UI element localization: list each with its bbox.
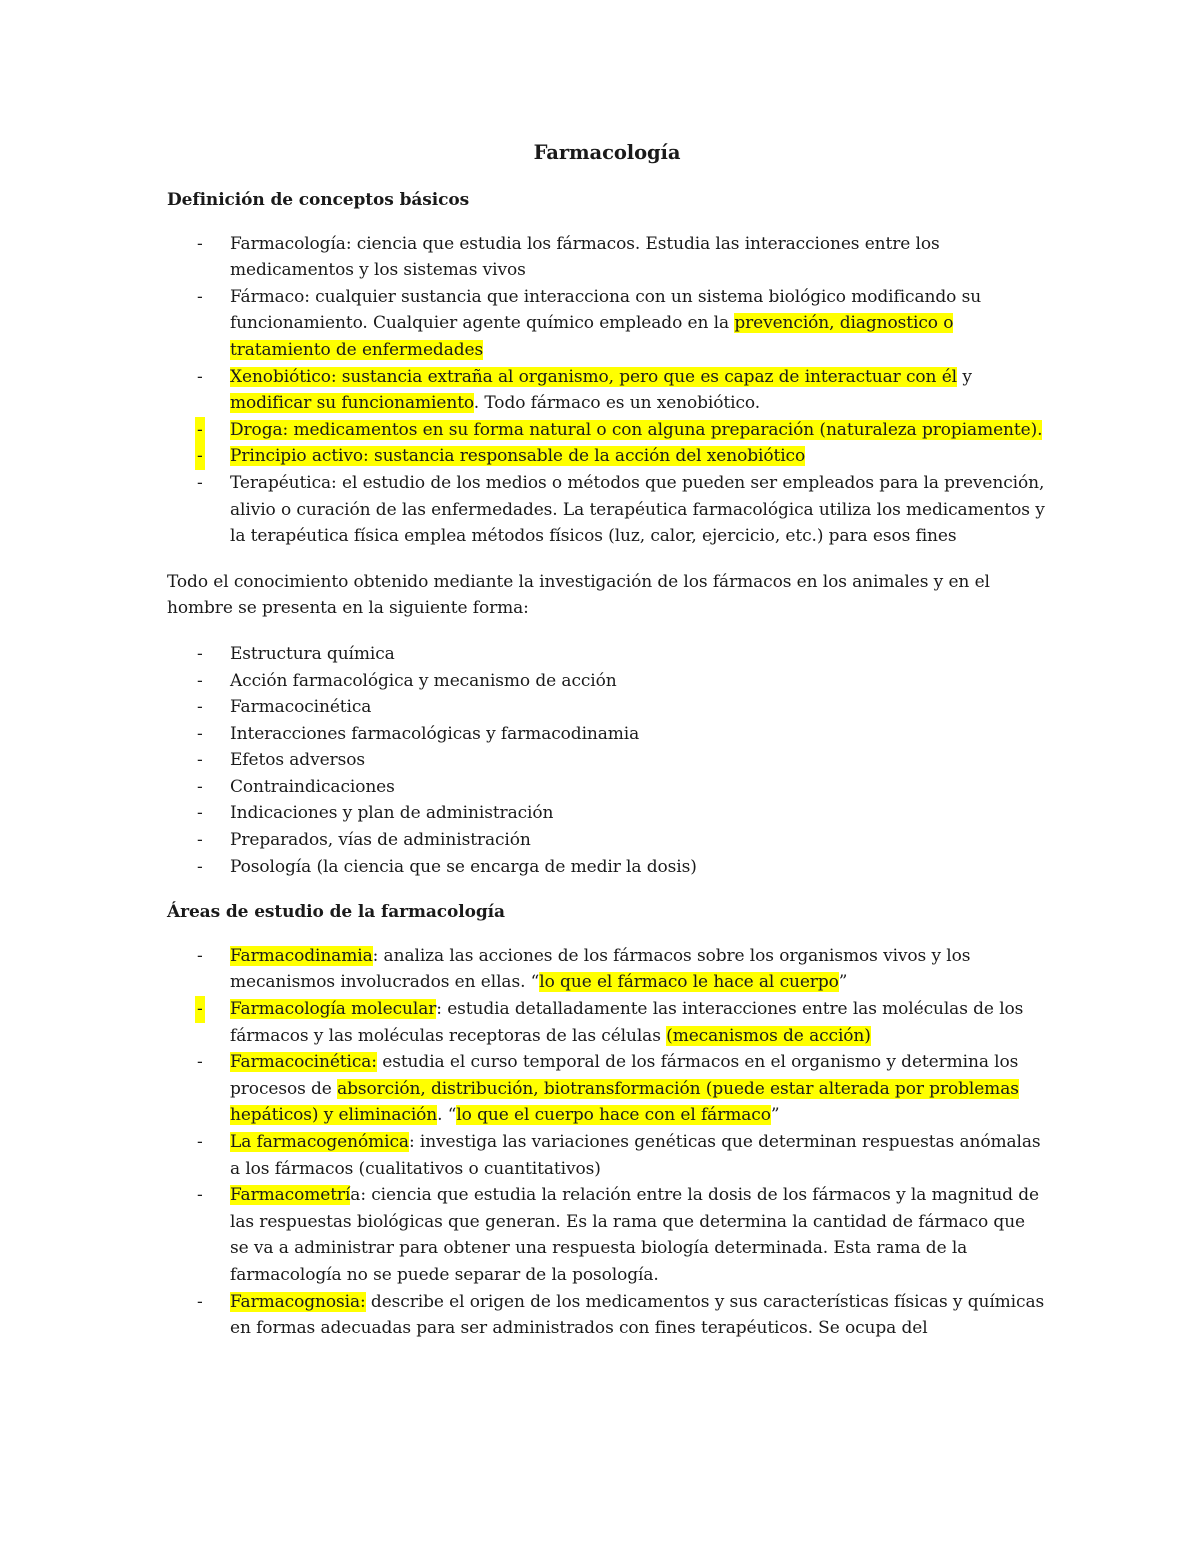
highlighted-text: Principio activo: sustancia responsable de la acción del xenobiótico [230, 446, 806, 467]
definition-item [167, 470, 1047, 550]
item-text: ” [838, 972, 848, 993]
highlighted-text: lo que el fármaco le hace al cuerpo [539, 972, 839, 993]
list-bullet-dash: - [197, 723, 203, 744]
item-text: Fármaco: cualquier sustancia que interacciona con un sistema biológico modificando su funcionamiento. Cualquier agente químico empleado en la [230, 286, 982, 334]
list-bullet-dash: - [197, 697, 203, 718]
highlighted-text: (mecanismos de acción) [666, 1025, 871, 1046]
item-text: estudia el curso temporal de los fármacos en el organismo y determina los procesos de [230, 1052, 1019, 1099]
item-text: y [957, 366, 972, 387]
item-text: Acción farmacológica y mecanismo de acción [230, 670, 617, 691]
list-bullet-dash: - [197, 366, 203, 387]
definition-item [167, 443, 1047, 470]
study-area-item [167, 996, 1047, 1049]
list-bullet-dash: - [197, 945, 203, 966]
item-text: . Todo fármaco es un xenobiótico. [473, 393, 761, 414]
item-text: : analiza las acciones de los fármacos sobre los organismos vivos y los mecanismos involucrados en ellas. “ [230, 945, 971, 993]
item-text: Posología (la ciencia que se encarga de medir la dosis) [230, 856, 697, 877]
highlighted-text: Farmacometrí [230, 1185, 351, 1206]
highlighted-text: lo que el cuerpo hace con el fármaco [456, 1105, 771, 1126]
item-text: Preparados, vías de administración [230, 830, 531, 851]
section-heading-study-areas: Áreas de estudio de la farmacología [167, 902, 505, 923]
study-area-item [167, 1182, 1047, 1288]
item-text: Terapéutica: el estudio de los medios o métodos que pueden ser empleados para la prevención, alivio o curación de las enfermedades. La terapéutica farmacológica utiliza los medicamentos y la terapéutica física emplea métodos físicos (luz, calor, ejercicio, etc.) para esos fines [230, 472, 1045, 547]
definition-item [167, 364, 1047, 417]
list-bullet-dash: - [197, 776, 203, 797]
item-text: Indicaciones y plan de administración [230, 803, 554, 824]
presentation-form-item [167, 827, 1047, 854]
presentation-form-item [167, 800, 1047, 827]
list-bullet-dash: - [197, 1185, 203, 1206]
highlighted-text: absorción, distribución, biotransformación (puede estar alterada por problemas hepáticos) y eliminación [230, 1078, 1019, 1126]
list-bullet-dash: - [197, 1132, 203, 1152]
definition-item [167, 284, 1047, 364]
presentation-form-item [167, 774, 1047, 801]
item-text: Contraindicaciones [230, 776, 395, 797]
item-text: . “ [437, 1105, 457, 1126]
list-bullet-dash: - [195, 996, 205, 1023]
item-text: : investiga las variaciones genéticas que determinan respuestas anómalas a los fármacos (cualitativos o cuantitativos) [230, 1132, 1041, 1179]
list-bullet-dash: - [197, 472, 203, 493]
list-bullet-dash: - [195, 417, 205, 444]
highlighted-text: Droga: medicamentos en su forma natural o con alguna preparación (naturaleza propiamente). [230, 419, 1043, 440]
presentation-form-item [167, 854, 1047, 881]
highlighted-text: Farmacognosia: [230, 1291, 366, 1312]
study-area-item [167, 1289, 1047, 1342]
presentation-form-item [167, 641, 1047, 668]
presentation-form-item [167, 721, 1047, 748]
list-bullet-dash: - [197, 1052, 203, 1073]
item-text: describe el origen de los medicamentos y sus características físicas y químicas en formas adecuadas para ser administrados con fines terapéuticos. Se ocupa del [230, 1291, 1045, 1339]
presentation-form-item [167, 694, 1047, 721]
highlighted-text: Xenobiótico: sustancia extraña al organismo, pero que es capaz de interactuar con él [230, 366, 958, 387]
study-area-item [167, 1049, 1047, 1129]
list-bullet-dash: - [197, 830, 203, 851]
study-areas-list [167, 943, 1047, 1342]
list-bullet-dash: - [197, 856, 203, 877]
study-area-item [167, 943, 1047, 996]
presentation-form-item [167, 668, 1047, 695]
definition-item [167, 417, 1047, 444]
section-heading-definitions: Definición de conceptos básicos [167, 190, 470, 210]
highlighted-text: prevención, diagnostico o tratamiento de enfermedades [230, 313, 954, 360]
highlighted-text: Farmacocinética: [230, 1052, 377, 1073]
list-bullet-dash: - [197, 1291, 203, 1312]
list-bullet-dash: - [197, 643, 203, 664]
list-bullet-dash: - [197, 233, 203, 254]
item-text: Farmacocinética [230, 697, 372, 718]
intro-paragraph: Todo el conocimiento obtenido mediante la investigación de los fármacos en los animales y en el hombre se presenta en la siguiente forma: [167, 571, 990, 619]
item-text: Interacciones farmacológicas y farmacodinamia [230, 723, 640, 744]
list-bullet-dash: - [197, 670, 203, 691]
study-area-item [167, 1129, 1047, 1182]
presentation-forms-list [167, 641, 1047, 880]
definitions-list [167, 231, 1047, 550]
presentation-form-item [167, 747, 1047, 774]
document-content [167, 138, 1047, 1361]
item-text: Farmacología: ciencia que estudia los fármacos. Estudia las interacciones entre los medicamentos y los sistemas vivos [230, 233, 940, 281]
highlighted-text: Farmacodinamia [230, 945, 373, 966]
list-bullet-dash: - [197, 750, 203, 771]
document-title: Farmacología [533, 141, 681, 164]
list-bullet-dash: - [197, 286, 203, 307]
item-text: Efetos adversos [230, 750, 365, 771]
list-bullet-dash: - [197, 803, 203, 824]
highlighted-text: La farmacogenómica [230, 1132, 409, 1152]
item-text: : estudia detalladamente las interacciones entre las moléculas de los fármacos y las moléculas receptoras de las células [230, 999, 1024, 1046]
item-text: ” [770, 1105, 780, 1126]
highlighted-text: Farmacología molecular [230, 999, 437, 1020]
item-text: Estructura química [230, 643, 395, 664]
definition-item [167, 231, 1047, 284]
item-text: a: ciencia que estudia la relación entre la dosis de los fármacos y la magnitud de las respuestas biológicas que generan. Es la rama que determina la cantidad de fármaco que se va a administrar para obtener una respuesta biología determinada. Esta rama de la farmacología no se puede separar de la posología. [230, 1185, 1039, 1285]
list-bullet-dash: - [195, 443, 205, 470]
highlighted-text: modificar su funcionamiento [230, 393, 474, 414]
